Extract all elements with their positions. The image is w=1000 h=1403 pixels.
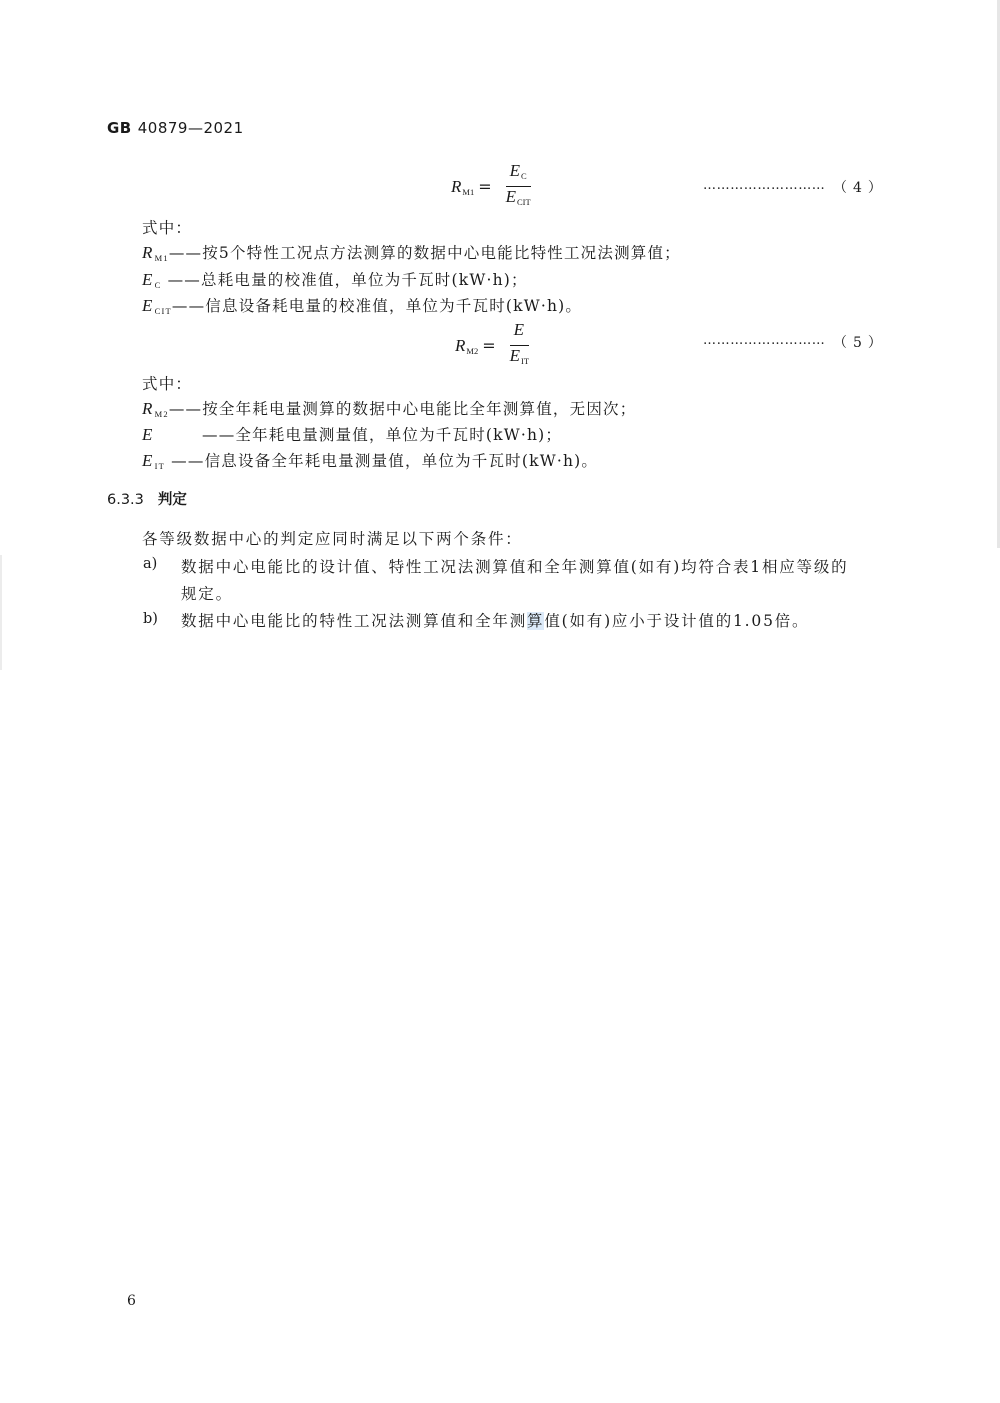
eq4-lhs: $R_{M1}$ xyxy=(451,176,475,197)
page-number: 6 xyxy=(127,1293,136,1309)
eq4-numerator: $E_C$ xyxy=(506,162,531,187)
where-label-1: 式中： xyxy=(142,219,193,237)
eq5-lhs: $R_{M2}$ xyxy=(455,335,479,356)
eq5-number: （5） xyxy=(833,335,888,351)
list-item-label-b: b) xyxy=(143,611,158,627)
equals-sign: = xyxy=(478,177,492,196)
standard-code: GB xyxy=(107,119,132,137)
eq4-leader-dots: ……………………… xyxy=(703,178,826,193)
list-item-a-line2: 规定。 xyxy=(181,585,233,603)
eq4-denominator: $E_{CIT}$ xyxy=(505,187,531,207)
section-number: 6.3.3 xyxy=(107,492,144,508)
eq5-fraction xyxy=(506,321,533,370)
standard-header xyxy=(107,119,244,137)
eq5-numerator: E xyxy=(510,321,529,346)
scan-edge-left xyxy=(0,555,2,670)
section-title: 判定 xyxy=(157,492,187,508)
where2-item-eit: $E_{IT}$ ——信息设备全年耗电量测量值，单位为千瓦时(kW·h)。 xyxy=(142,451,599,471)
where1-item-ec: $E_C$ ——总耗电量的校准值，单位为千瓦时(kW·h)； xyxy=(142,270,528,290)
section-heading xyxy=(107,488,187,509)
list-item-label-a: a) xyxy=(143,556,158,572)
text-selection-highlight: 算 xyxy=(527,612,545,630)
equals-sign: = xyxy=(482,336,496,355)
where-label-2: 式中： xyxy=(142,375,193,393)
eq4-fraction xyxy=(502,162,535,211)
equation-5 xyxy=(455,321,533,370)
section-intro: 各等级数据中心的判定应同时满足以下两个条件： xyxy=(142,530,523,548)
eq5-denominator: $E_{IT}$ xyxy=(509,346,530,366)
equation-4 xyxy=(451,162,535,211)
where1-item-ecit: $E_{CIT}——$信息设备耗电量的校准值，单位为千瓦时(kW·h)。 xyxy=(142,296,583,316)
list-item-a-line1: 数据中心电能比的设计值、特性工况法测算值和全年测算值(如有)均符合表1相应等级的 xyxy=(181,558,849,576)
eq5-leader-dots: ……………………… xyxy=(703,333,826,348)
eq4-number: （4） xyxy=(833,180,888,196)
where1-item-rm1: $R_{M1}——$按5个特性工况点方法测算的数据中心电能比特性工况法测算值； xyxy=(142,243,681,263)
list-item-b: 数据中心电能比的特性工况法测算值和全年测算值(如有)应小于设计值的1.05倍。 xyxy=(181,612,810,630)
where2-item-rm2: $R_{M2}——$按全年耗电量测算的数据中心电能比全年测算值，无因次； xyxy=(142,399,637,419)
where2-item-e: E ——全年耗电量测量值，单位为千瓦时(kW·h)； xyxy=(142,425,563,444)
standard-number: 40879—2021 xyxy=(137,119,244,137)
